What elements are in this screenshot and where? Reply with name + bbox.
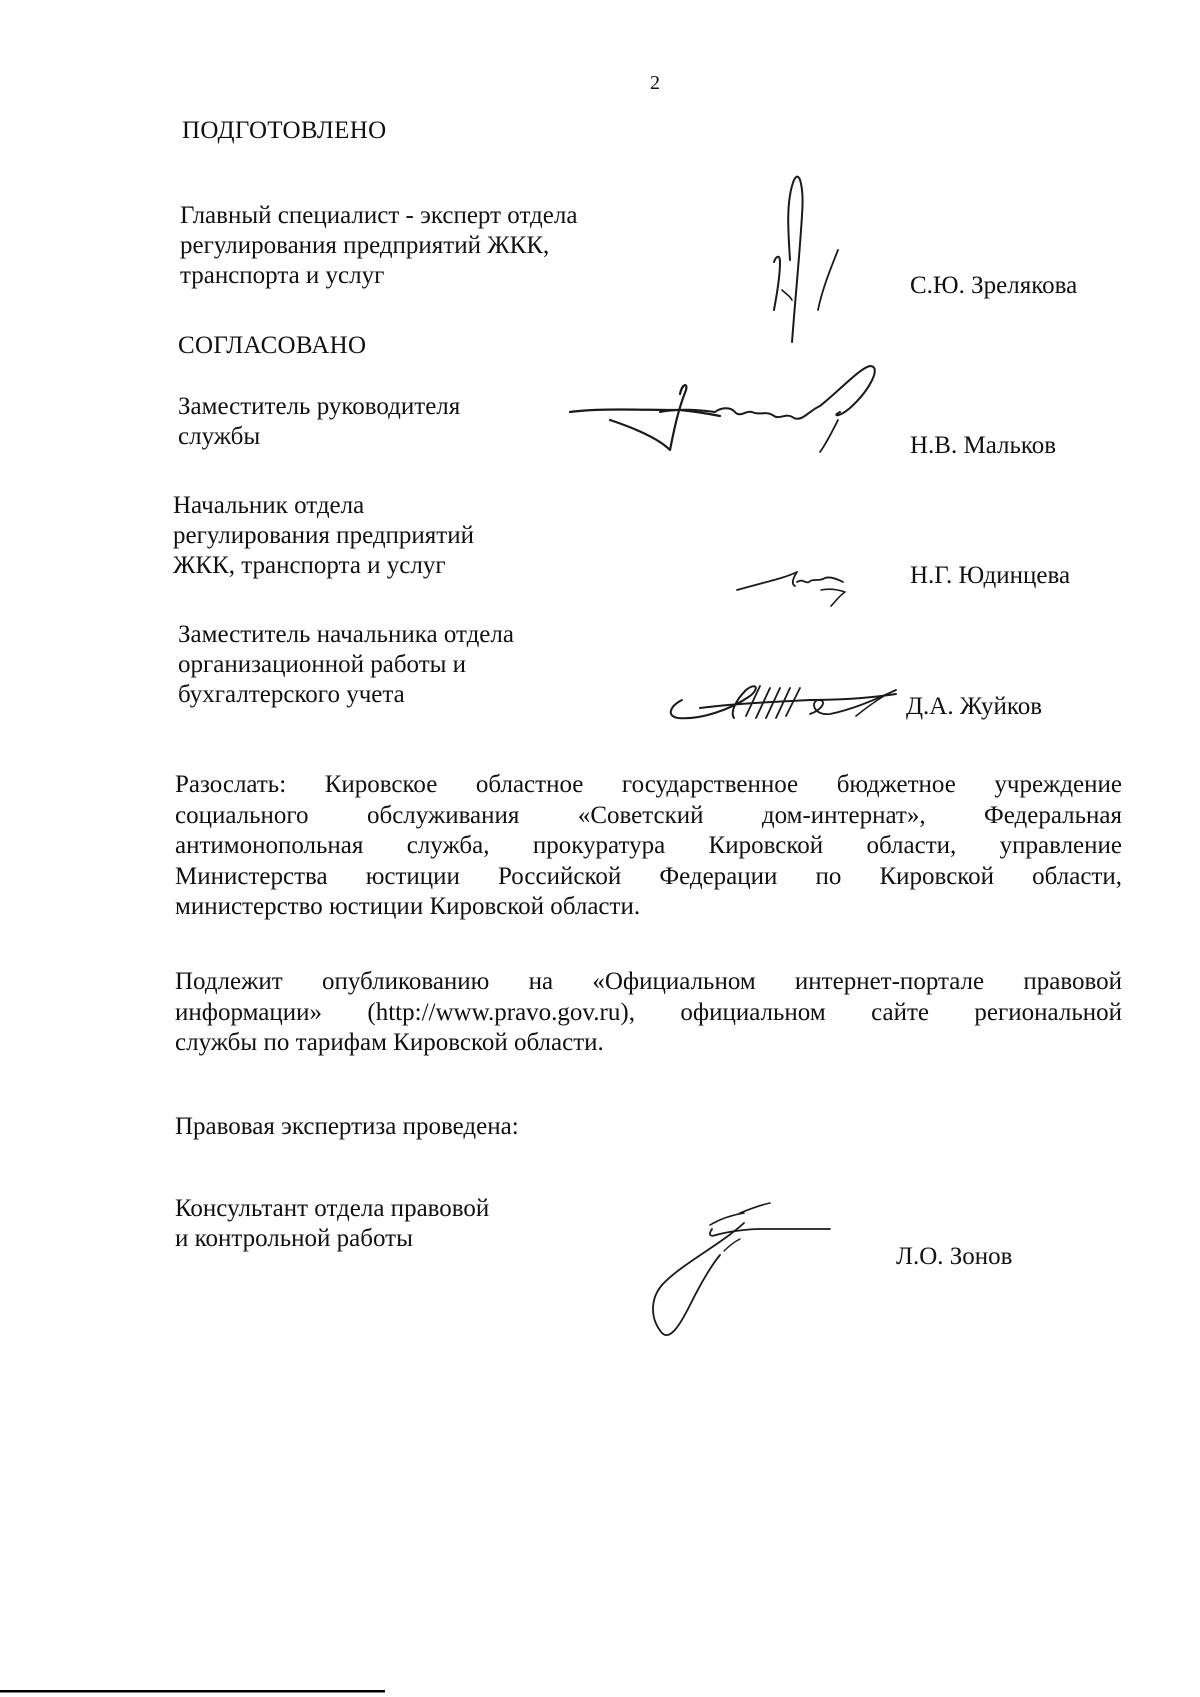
position-line: Заместитель начальника отдела (178, 621, 514, 648)
legal-review-position (175, 1194, 489, 1254)
text-line: Подлежит опубликованию на «Официальном интернет-портале правовой (175, 968, 1122, 995)
text-line: информации» (http://www.pravo.gov.ru), официальном сайте региональной (175, 998, 1122, 1026)
signature-yudintseva (735, 548, 855, 613)
signer-name: Д.А. Жуйков (906, 693, 1043, 720)
text-line: службы по тарифам Кировской области. (175, 1029, 604, 1056)
text-line: министерство юстиции Кировской области. (175, 893, 641, 920)
position-line: Заместитель руководителя (178, 393, 461, 420)
position-line: транспорта и услуг (180, 262, 385, 289)
prepared-position (180, 201, 577, 291)
signature-malkov (570, 360, 910, 470)
signature-zrelyakova (760, 170, 860, 345)
prepared-heading: ПОДГОТОВЛЕНО (182, 117, 387, 144)
page-number: 2 (650, 72, 660, 94)
position-line: регулирования предприятий (173, 522, 474, 549)
text-line: социального обслуживания «Советский дом-интернат», Федеральная (175, 801, 1122, 829)
agreed-heading: СОГЛАСОВАНО (178, 332, 367, 359)
position-line: и контрольной работы (175, 1225, 413, 1252)
signer-position (173, 491, 474, 581)
legal-review-heading: Правовая экспертиза проведена: (175, 1113, 519, 1140)
text-line: Министерства юстиции Российской Федерации по Кировской области, (175, 862, 1122, 890)
signature-zhuykov (660, 660, 900, 740)
text-line: антимонопольная служба, прокуратура Кировской области, управление (175, 832, 1122, 859)
distribution-paragraph (175, 770, 1122, 923)
scan-edge-line (0, 1692, 385, 1693)
position-line: Консультант отдела правовой (175, 1195, 490, 1222)
position-line: Главный специалист - эксперт отдела (180, 202, 578, 229)
text-line: Разослать: Кировское областное государственное бюджетное учреждение (175, 771, 1122, 798)
publication-paragraph (175, 967, 1122, 1059)
position-line: регулирования предприятий ЖКК, (180, 232, 550, 259)
prepared-name: С.Ю. Зрелякова (910, 272, 1078, 299)
legal-review-name: Л.О. Зонов (896, 1243, 1013, 1270)
signature-zonov (640, 1195, 840, 1345)
signer-name: Н.В. Мальков (910, 432, 1057, 459)
position-line: Начальник отдела (173, 492, 365, 519)
position-line: ЖКК, транспорта и услуг (173, 552, 446, 579)
position-line: бухгалтерского учета (178, 681, 405, 708)
signer-name: Н.Г. Юдинцева (910, 562, 1071, 589)
position-line: службы (178, 423, 261, 450)
position-line: организационной работы и (178, 651, 467, 678)
signer-position (178, 392, 460, 452)
signer-position (178, 620, 514, 710)
